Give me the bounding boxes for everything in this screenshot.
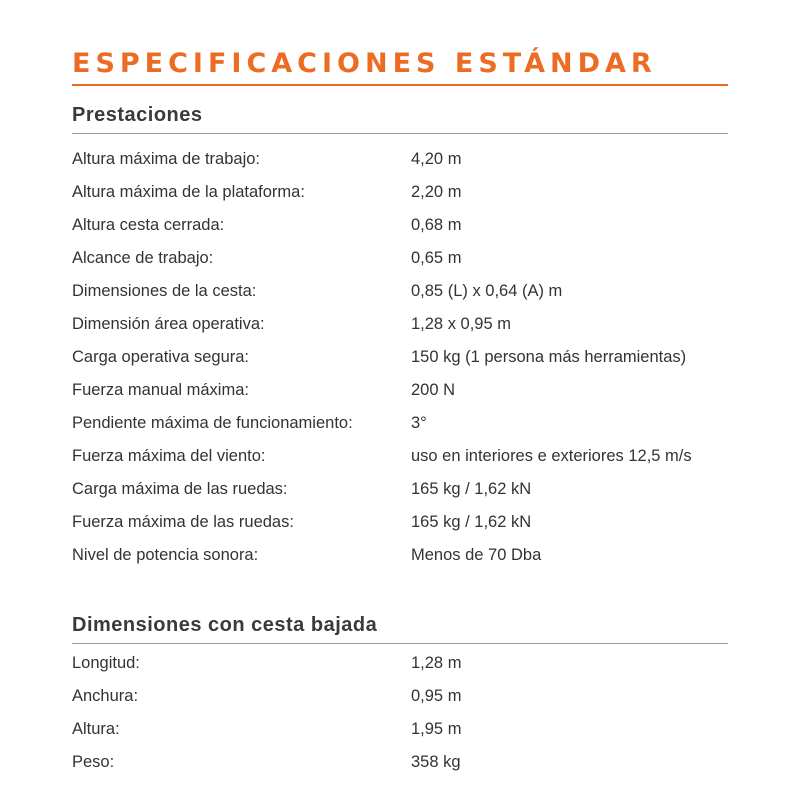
spec-value: uso en interiores e exteriores 12,5 m/s [411,447,692,465]
spec-row [72,247,728,280]
spec-label: Carga máxima de las ruedas: [72,480,288,498]
spec-label: Peso: [72,753,115,771]
spec-label: Anchura: [72,687,139,705]
spec-value: Menos de 70 Dba [411,546,542,564]
spec-value: 1,28 x 0,95 m [411,315,511,333]
spec-value: 165 kg / 1,62 kN [411,480,532,498]
spec-value: 3° [411,414,427,432]
spec-label: Altura máxima de trabajo: [72,150,261,168]
spec-row [72,148,728,181]
spec-row [72,685,728,718]
spec-value: 0,85 (L) x 0,64 (A) m [411,282,563,300]
spec-value: 1,28 m [411,654,462,672]
spec-list-dimensiones [72,652,728,784]
spec-value: 0,65 m [411,249,462,267]
section-divider-dimensiones [72,643,728,644]
spec-row [72,544,728,577]
spec-label: Fuerza manual máxima: [72,381,249,399]
spec-row [72,181,728,214]
spec-value: 0,95 m [411,687,462,705]
spec-label: Longitud: [72,654,140,672]
spec-row [72,214,728,247]
spec-row [72,412,728,445]
section-title-prestaciones: Prestaciones [72,104,203,126]
spec-label: Dimensiones de la cesta: [72,282,257,300]
spec-label: Carga operativa segura: [72,348,250,366]
spec-label: Altura cesta cerrada: [72,216,225,234]
section-title-dimensiones: Dimensiones con cesta bajada [72,614,378,636]
page-title: ESPECIFICACIONES ESTÁNDAR [72,48,657,79]
spec-label: Nivel de potencia sonora: [72,546,259,564]
spec-label: Dimensión área operativa: [72,315,265,333]
spec-row [72,346,728,379]
spec-row [72,751,728,784]
title-divider [72,84,728,86]
spec-value: 4,20 m [411,150,462,168]
spec-row [72,379,728,412]
spec-value: 1,95 m [411,720,462,738]
spec-value: 200 N [411,381,456,399]
spec-row [72,718,728,751]
spec-label: Fuerza máxima de las ruedas: [72,513,294,531]
spec-row [72,511,728,544]
spec-label: Fuerza máxima del viento: [72,447,266,465]
spec-value: 2,20 m [411,183,462,201]
spec-row [72,280,728,313]
spec-row [72,652,728,685]
spec-list-prestaciones [72,148,728,577]
section-divider-prestaciones [72,133,728,134]
spec-value: 0,68 m [411,216,462,234]
spec-row [72,313,728,346]
spec-row [72,478,728,511]
spec-value: 358 kg [411,753,461,771]
spec-value: 165 kg / 1,62 kN [411,513,532,531]
spec-label: Alcance de trabajo: [72,249,214,267]
spec-row [72,445,728,478]
spec-label: Altura: [72,720,120,738]
spec-value: 150 kg (1 persona más herramientas) [411,348,687,366]
spec-label: Pendiente máxima de funcionamiento: [72,414,353,432]
spec-label: Altura máxima de la plataforma: [72,183,305,201]
